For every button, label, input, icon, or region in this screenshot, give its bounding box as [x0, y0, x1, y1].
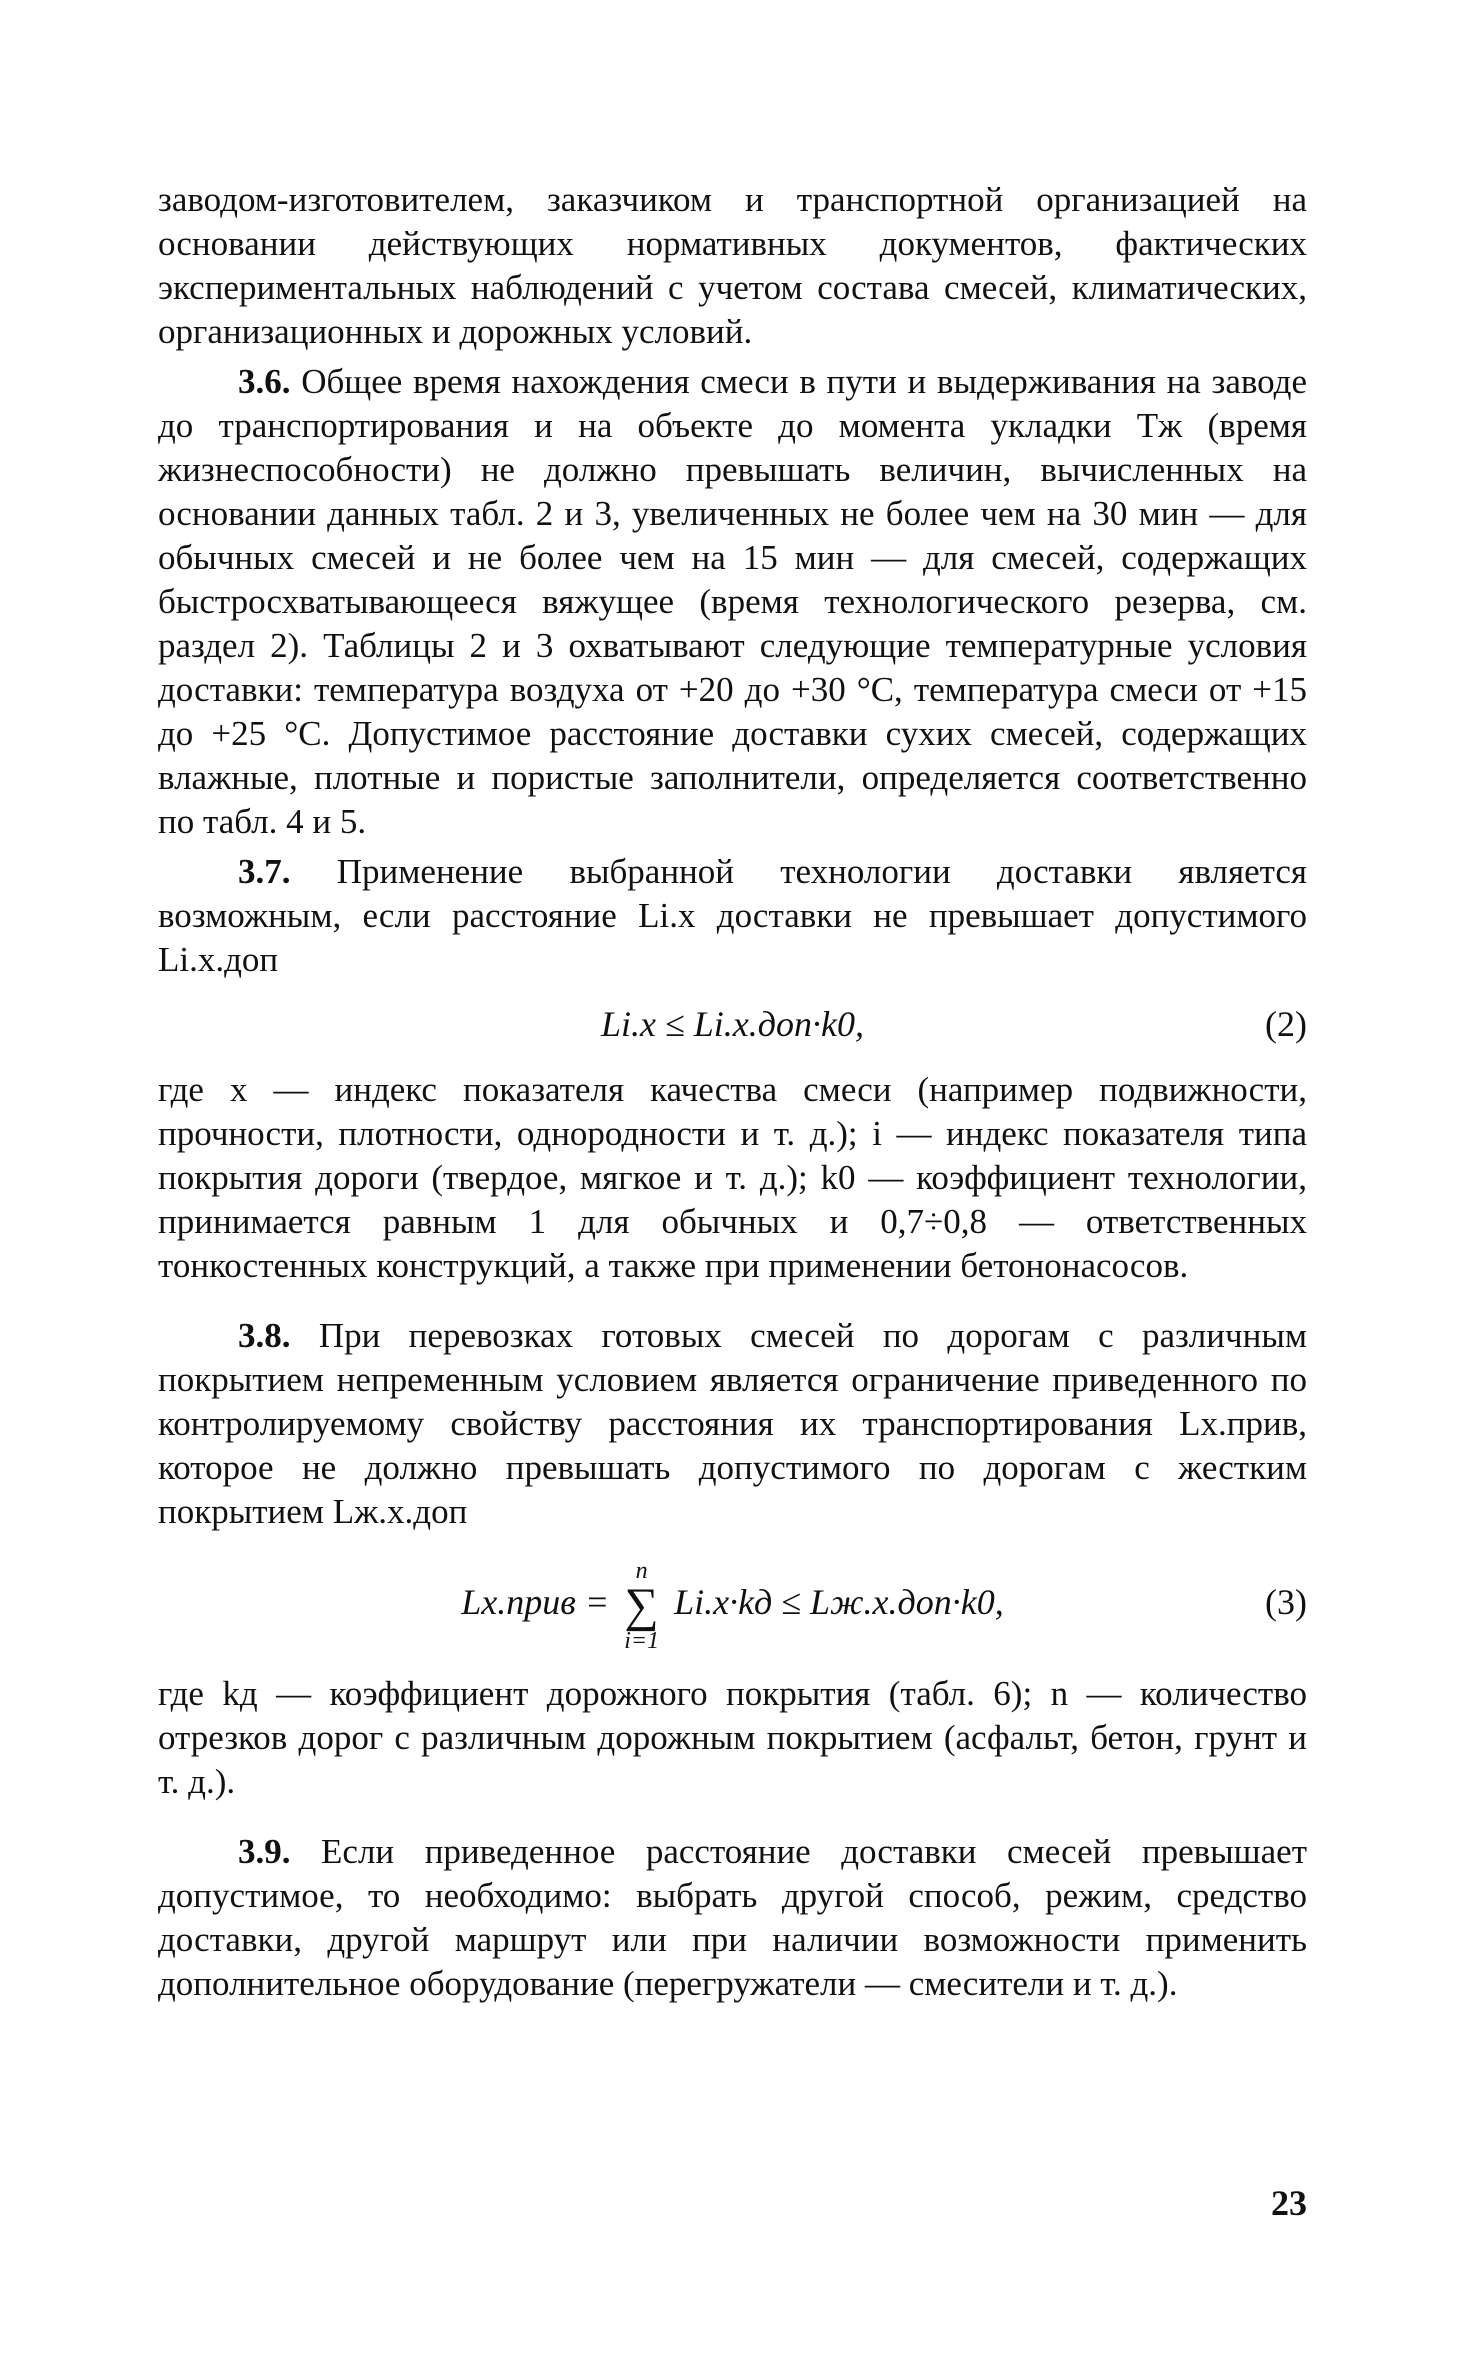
- paragraph-text: где x — индекс показателя качества смеси (например подвижности, прочности, плотности, однородности и т. д.); i — индекс показателя типа покрытия дороги (твердое, мягкое и т. д.); k0 — коэффициент технологии, принимается равным 1 для обычных и 0,7÷0,8 — ответственных тонкостенных конструкций, а также при применении бетононасосов.: [158, 1070, 1307, 1285]
- sum-upper-limit: n: [635, 1557, 648, 1584]
- formula-3: [158, 1542, 1307, 1662]
- paragraph-3-8: [158, 1314, 1307, 1534]
- paragraph-where-2: [158, 1068, 1307, 1288]
- sum-lower-limit: i=1: [624, 1627, 660, 1654]
- section-number: 3.9.: [238, 1832, 291, 1871]
- paragraph-continuation: [158, 178, 1307, 354]
- section-number: 3.8.: [238, 1316, 291, 1355]
- formula-expression: Li.x ≤ Li.x.доп·k0,: [601, 1004, 864, 1044]
- section-number: 3.7.: [238, 852, 291, 891]
- formula-2: [158, 988, 1307, 1060]
- paragraph-text: Если приведенное расстояние доставки смесей превышает допустимое, то необходимо: выбрать другой способ, режим, средство доставки, другой маршрут или при наличии возможности применить дополнительное оборудование (перегружатели — смесители и т. д.).: [158, 1832, 1307, 2003]
- formula-number: (3): [1265, 1582, 1307, 1622]
- paragraph-where-3: [158, 1672, 1307, 1804]
- paragraph-text: При перевозках готовых смесей по дорогам с различным покрытием непременным условием является ограничение приведенного по контролируемому свойству расстояния их транспортирования Lx.прив, которое не должно превышать допустимого по дорогам с жестким покрытием Lж.x.доп: [158, 1316, 1308, 1531]
- formula-expression: [158, 1542, 1307, 1662]
- sigma-symbol: ∑: [624, 1578, 659, 1632]
- formula-left: Lx.прив =: [461, 1582, 610, 1622]
- paragraph-text: заводом-изготовителем, заказчиком и транспортной организацией на основании действующих нормативных документов, фактических экспериментальных наблюдений с учетом состава смесей, климатических, организационных и дорожных условий.: [158, 180, 1307, 351]
- paragraph-text: Общее время нахождения смеси в пути и выдерживания на заводе до транспортирования и на объекте до момента укладки Тж (время жизнеспособности) не должно превышать величин, вычисленных на основании данных табл. 2 и 3, увеличенных не более чем на 30 мин — для обычных смесей и не более чем на 15 мин — для смесей, содержащих быстросхватывающееся вяжущее (время технологического резерва, см. раздел 2). Таблицы 2 и 3 охватывают следующие температурные условия доставки: температура воздуха от +20 до +30 °С, температура смеси от +15 до +25 °С. Допустимое расстояние доставки сухих смесей, содержащих влажные, плотные и пористые заполнители, определяется соответственно по табл. 4 и 5.: [158, 362, 1307, 841]
- paragraph-text: где kд — коэффициент дорожного покрытия (табл. 6); n — количество отрезков дорог с различным дорожным покрытием (асфальт, бетон, грунт и т. д.).: [158, 1674, 1307, 1801]
- section-number: 3.6.: [238, 362, 291, 401]
- page-number: 23: [1271, 2183, 1307, 2223]
- paragraph-3-6: [158, 360, 1307, 844]
- formula-right: Li.x·kд ≤ Lж.x.доп·k0,: [674, 1582, 1004, 1622]
- paragraph-3-7: [158, 850, 1307, 982]
- formula-number: (2): [1265, 1004, 1307, 1044]
- paragraph-3-9: [158, 1830, 1307, 2006]
- summation: [624, 1558, 659, 1654]
- paragraph-text: Применение выбранной технологии доставки является возможным, если расстояние Li.x доставки не превышает допустимого Li.x.доп: [158, 852, 1308, 979]
